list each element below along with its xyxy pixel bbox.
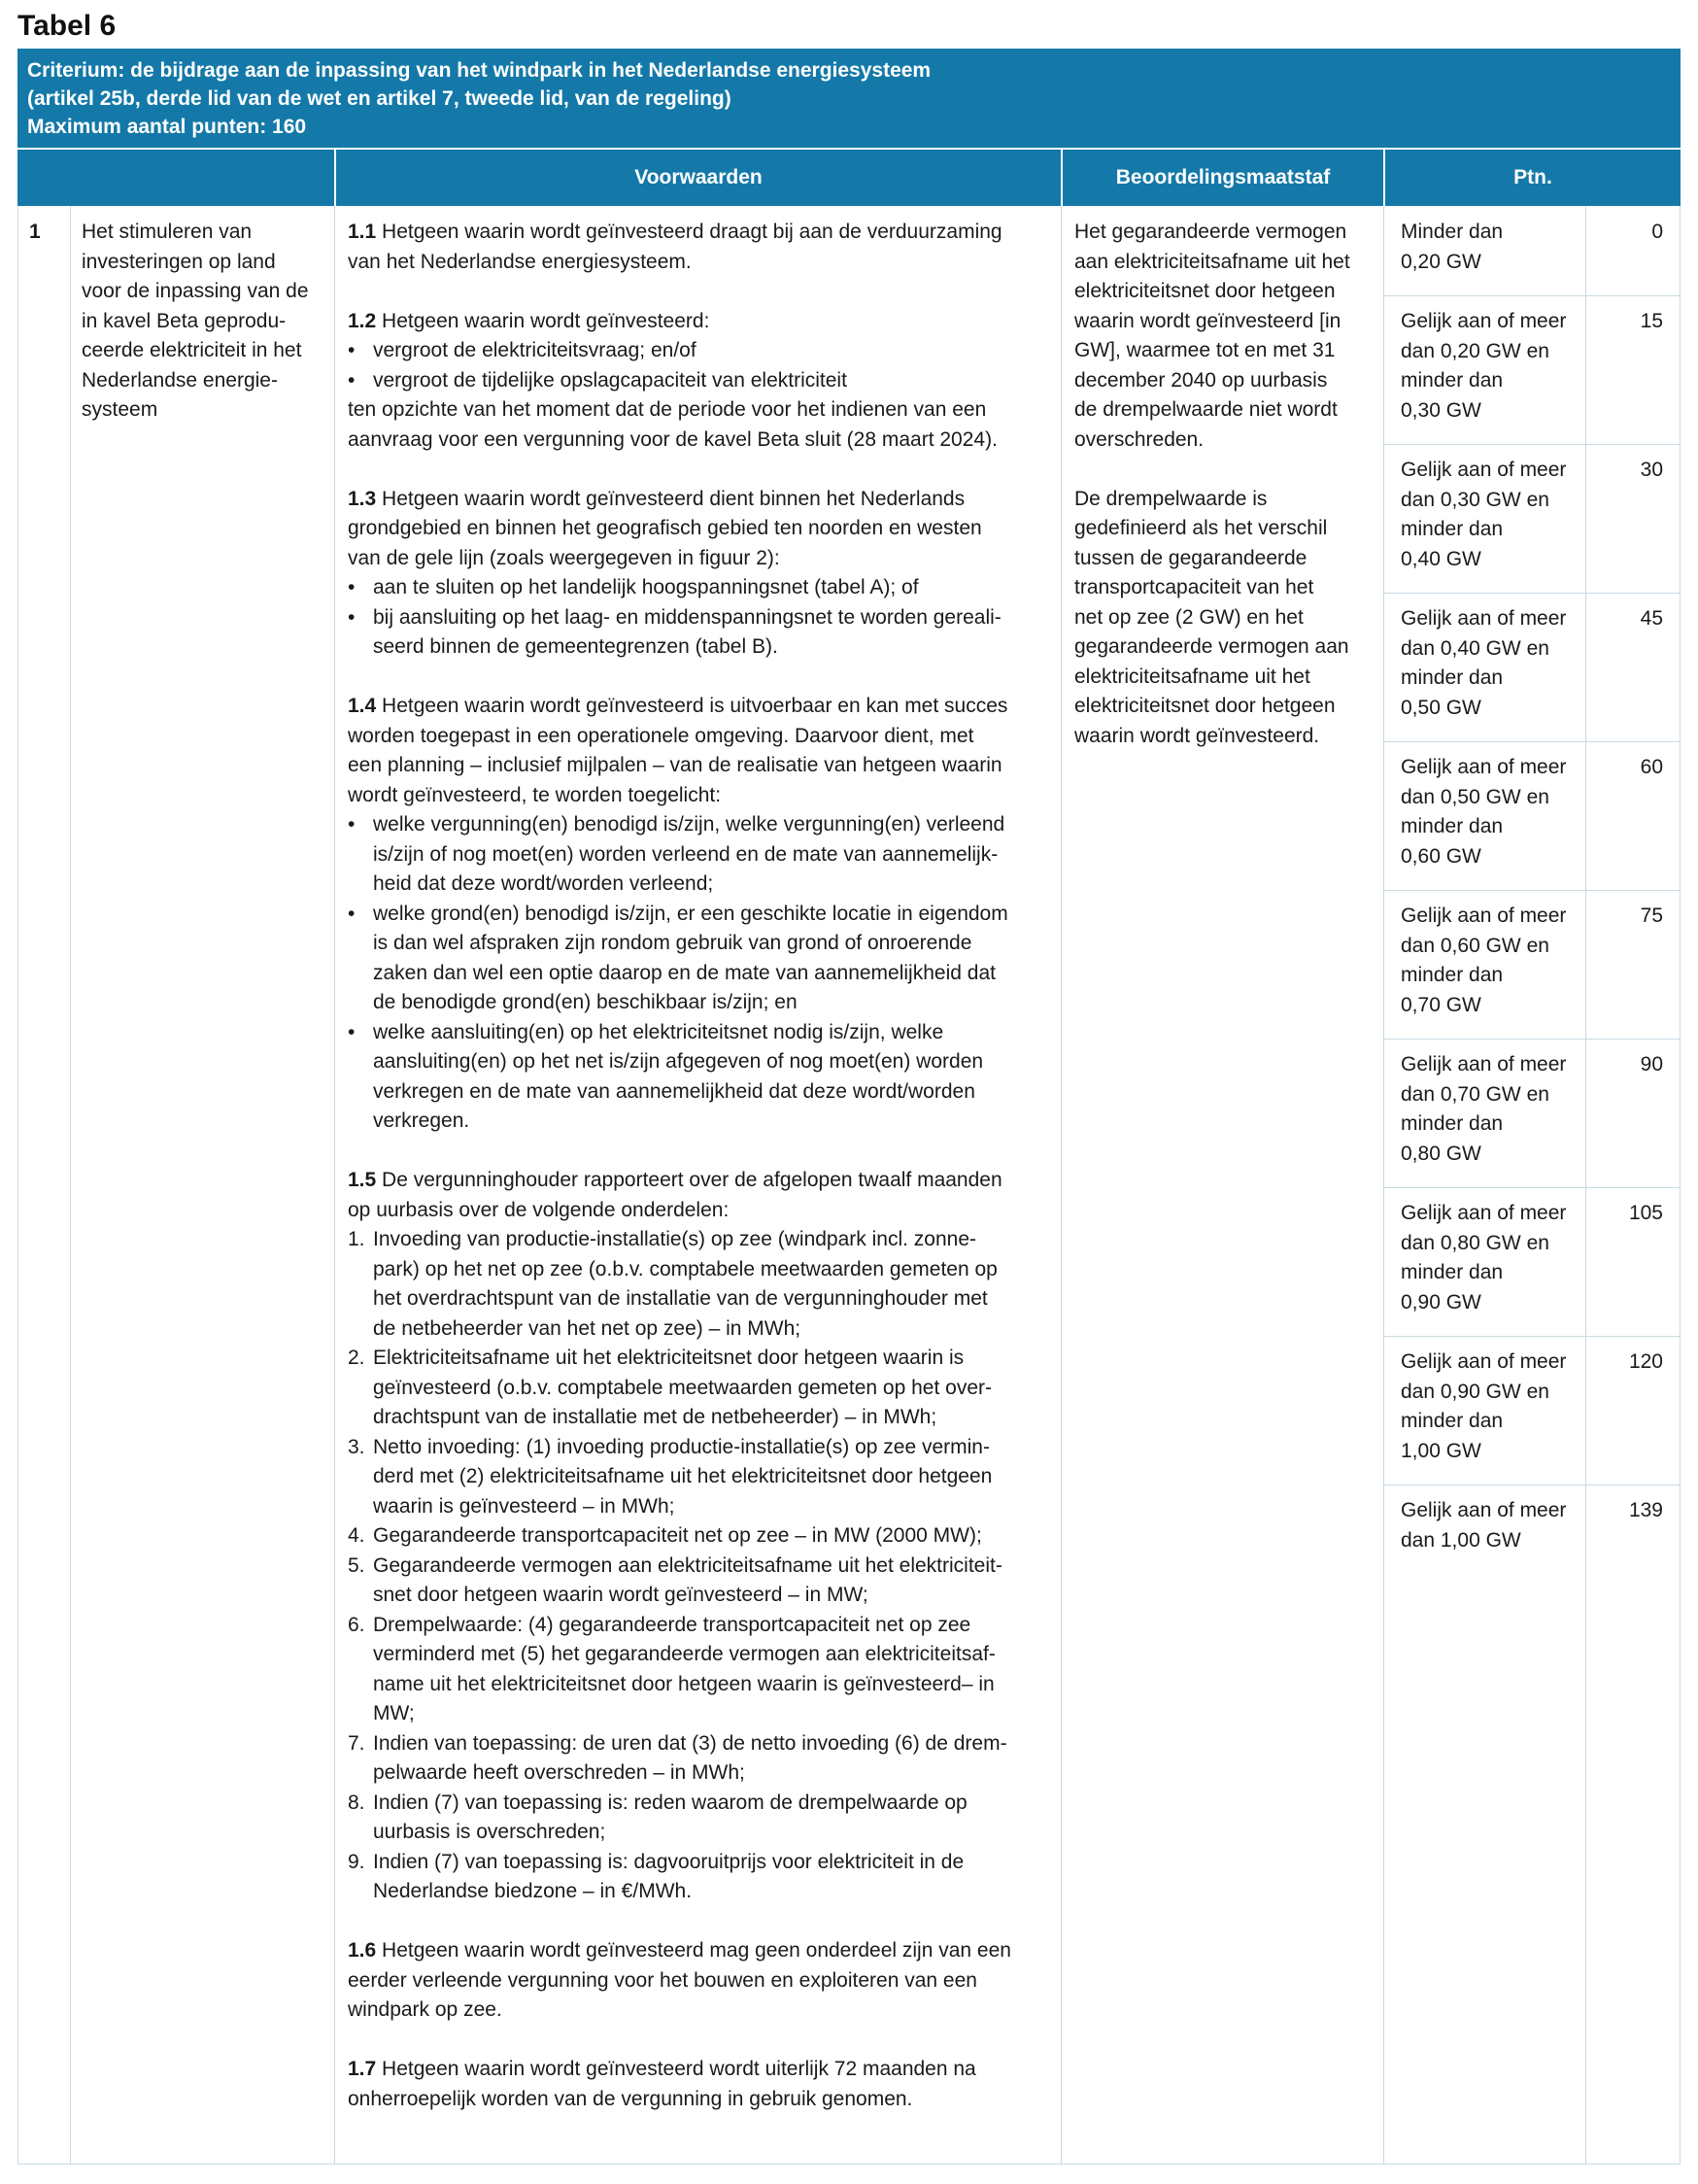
criterion-description — [82, 218, 309, 426]
criterium-line: (artikel 25b, derde lid van de wet en artikel 7, tweede lid, van de regeling) — [27, 87, 731, 110]
list-item-line: uurbasis is overschreden; — [373, 1821, 606, 1843]
list-item-line: waarin is geïnvesteerd – in MWh; — [373, 1494, 675, 1518]
list-item-line: Drempelwaarde: (4) gegarandeerde transportcapaciteit net op zee — [373, 1613, 971, 1636]
table-header — [17, 150, 1681, 206]
points-row-divider — [1383, 1336, 1681, 1337]
voorwaarde-list-item — [348, 1433, 1011, 1522]
row-number: 1 — [29, 221, 41, 243]
points-range-line: minder dan — [1401, 666, 1504, 689]
beoordeling-line: Het gegarandeerde vermogen — [1074, 221, 1347, 243]
voorwaarde-line: ten opzichte van het moment dat de periode voor het indienen van een — [348, 398, 987, 421]
beoordeling-line: transportcapaciteit van het — [1074, 576, 1314, 598]
description-line: investeringen op land — [82, 250, 276, 273]
list-item-line: welke grond(en) benodigd is/zijn, er een geschikte locatie in eigendom — [373, 902, 1008, 925]
column-line — [17, 206, 18, 2165]
voorwaarde-number: 1.5 — [348, 1169, 377, 1191]
voorwaarde-text: Hetgeen waarin wordt geïnvesteerd wordt uiterlijk 72 maanden na — [382, 2058, 976, 2080]
points-row-divider — [1383, 295, 1681, 296]
list-marker: 4. — [348, 1524, 365, 1547]
voorwaarde-list-item — [348, 1225, 1011, 1344]
points-value: 60 — [1640, 756, 1663, 778]
points-range-label — [1401, 604, 1566, 723]
list-item-line: zaken dan wel een optie daarop en de mate van aannemelijkheid dat — [373, 961, 996, 984]
beoordeling-line: elektriciteitsnet door hetgeen — [1074, 280, 1336, 302]
points-range-line: dan 0,90 GW en — [1401, 1380, 1549, 1403]
list-item-line: Gegarandeerde vermogen aan elektriciteitsafname uit het elektriciteit- — [373, 1553, 1002, 1577]
points-range-label — [1401, 218, 1503, 277]
voorwaarde-text: een planning – inclusief mijlpalen – van de realisatie van hetgeen waarin — [348, 754, 1002, 776]
description-line: Het stimuleren van — [82, 221, 253, 243]
voorwaarde-block — [348, 2055, 1011, 2114]
voorwaarde-list-item — [348, 336, 1011, 366]
list-item-line: seerd binnen de gemeentegrenzen (tabel B). — [373, 635, 778, 658]
criterium-line: Criterium: de bijdrage aan de inpassing van het windpark in het Nederlandse energiesysteem — [27, 59, 932, 82]
beoordeling-line: gedefinieerd als het verschil — [1074, 517, 1328, 539]
beoordelingsmaatstaf-cell — [1074, 218, 1350, 751]
points-range-line: Gelijk aan of meer — [1401, 459, 1567, 481]
list-item-line: Nederlandse biedzone – in €/MWh. — [373, 1880, 693, 1902]
list-item-line: Elektriciteitsafname uit het elektriciteitsnet door hetgeen waarin is — [373, 1347, 965, 1369]
voorwaarde-list-item — [348, 573, 1011, 603]
list-marker: 3. — [348, 1435, 365, 1458]
list-marker: 7. — [348, 1731, 365, 1755]
voorwaarde-line — [348, 218, 1011, 248]
voorwaarde-number: 1.7 — [348, 2058, 377, 2080]
voorwaarde-line — [348, 485, 1011, 515]
list-marker: 9. — [348, 1850, 365, 1873]
points-row-divider — [1383, 741, 1681, 742]
voorwaarde-list-item — [348, 810, 1011, 900]
description-line: voor de inpassing van de — [82, 280, 309, 302]
points-range-line: 0,20 GW — [1401, 250, 1481, 273]
list-item-line: de netbeheerder van het net op zee) – in MWh; — [373, 1316, 801, 1340]
list-marker: • — [348, 813, 356, 836]
list-item-line: park) op het net op zee (o.b.v. comptabele meetwaarden gemeten op — [373, 1257, 998, 1280]
beoordeling-line: waarin wordt geïnvesteerd. — [1074, 724, 1320, 747]
points-range-line: minder dan — [1401, 1261, 1504, 1283]
list-marker: 5. — [348, 1553, 365, 1577]
list-marker: • — [348, 368, 356, 392]
beoordeling-line: aan elektriciteitsafname uit het — [1074, 250, 1350, 273]
criterium-line: Maximum aantal punten: 160 — [27, 116, 307, 138]
points-range-line: minder dan — [1401, 1410, 1504, 1432]
list-item-line: geïnvesteerd (o.b.v. comptabele meetwaarden gemeten op het over- — [373, 1376, 992, 1399]
points-value: 90 — [1640, 1053, 1663, 1075]
voorwaarde-text: worden toegepast in een operationele omgeving. Daarvoor dient, met — [348, 724, 974, 747]
points-row-divider — [1383, 1187, 1681, 1188]
voorwaarde-block — [348, 1166, 1011, 1907]
header-empty — [17, 150, 334, 206]
voorwaarde-number: 1.4 — [348, 695, 377, 717]
points-range-label — [1401, 307, 1566, 426]
points-range-label — [1401, 1050, 1566, 1169]
points-range-line: dan 0,30 GW en — [1401, 488, 1549, 511]
list-marker: • — [348, 605, 356, 629]
list-item-line: Indien van toepassing: de uren dat (3) de netto invoeding (6) de drem- — [373, 1731, 1007, 1755]
list-item-line: pelwaarde heeft overschreden – in MWh; — [373, 1761, 745, 1784]
points-range-label — [1401, 753, 1566, 871]
points-range-line: minder dan — [1401, 964, 1504, 986]
voorwaarde-text: van het Nederlandse energiesysteem. — [348, 250, 692, 273]
beoordeling-paragraph — [1074, 485, 1350, 752]
voorwaarde-text: van de gele lijn (zoals weergegeven in figuur 2): — [348, 546, 780, 569]
voorwaarde-block — [348, 307, 1011, 456]
voorwaarde-list-item — [348, 1848, 1011, 1907]
voorwaarde-number: 1.6 — [348, 1939, 377, 1962]
voorwaarde-list-item — [348, 900, 1011, 1018]
list-item-line: welke aansluiting(en) op het elektriciteitsnet nodig is/zijn, welke — [373, 1020, 944, 1043]
voorwaarde-text: Hetgeen waarin wordt geïnvesteerd: — [382, 309, 710, 332]
voorwaarde-text: grondgebied en binnen het geografisch gebied ten noorden en westen — [348, 517, 982, 539]
voorwaarde-text: op uurbasis over de volgende onderdelen: — [348, 1198, 730, 1221]
points-value: 45 — [1640, 607, 1663, 630]
list-item-line: derd met (2) elektriciteitsafname uit het elektriciteitsnet door hetgeen — [373, 1465, 993, 1487]
points-row-divider — [1383, 1484, 1681, 1485]
points-range-line: 0,90 GW — [1401, 1290, 1481, 1314]
voorwaarde-text: eerder verleende vergunning voor het bouwen en exploiteren van een — [348, 1968, 977, 1992]
points-range-line: Gelijk aan of meer — [1401, 1350, 1567, 1373]
voorwaarde-line — [348, 781, 1011, 811]
criterium-banner — [17, 49, 1681, 148]
points-range-label — [1401, 456, 1566, 574]
points-range-line: Gelijk aan of meer — [1401, 310, 1567, 332]
voorwaarde-list-item — [348, 366, 1011, 396]
voorwaarde-block — [348, 692, 1011, 1137]
beoordeling-line: elektriciteitsafname uit het — [1074, 665, 1310, 688]
points-range-line: minder dan — [1401, 369, 1504, 392]
points-value: 30 — [1640, 459, 1663, 481]
description-line: Nederlandse energie- — [82, 368, 278, 392]
voorwaarde-line — [348, 1996, 1011, 2026]
points-row-divider — [1383, 890, 1681, 891]
voorwaarde-line — [348, 248, 1011, 278]
voorwaarde-line — [348, 1166, 1011, 1196]
points-range-label — [1401, 1496, 1566, 1555]
list-item-line: het overdrachtspunt van de installatie van de vergunninghouder met — [373, 1287, 988, 1310]
list-item-line: welke vergunning(en) benodigd is/zijn, welke vergunning(en) verleend — [373, 813, 1005, 836]
voorwaarde-list-item — [348, 1521, 1011, 1552]
description-line: ceerde elektriciteit in het — [82, 339, 302, 361]
list-item-line: Gegarandeerde transportcapaciteit net op zee – in MW (2000 MW); — [373, 1524, 982, 1547]
voorwaarde-list-item — [348, 1789, 1011, 1848]
voorwaarde-text: Hetgeen waarin wordt geïnvesteerd dient binnen het Nederlands — [382, 487, 966, 510]
beoordeling-line: waarin wordt geïnvesteerd [in — [1074, 309, 1341, 332]
beoordeling-line: De drempelwaarde is — [1074, 487, 1268, 510]
list-item-line: aansluiting(en) op het net is/zijn afgegeven of nog moet(en) worden — [373, 1050, 984, 1073]
description-line: in kavel Beta geprodu- — [82, 309, 287, 332]
list-item-line: heid dat deze wordt/worden verleend; — [373, 872, 714, 895]
beoordeling-paragraph — [1074, 218, 1350, 455]
voorwaarde-text: onherroepelijk worden van de vergunning in gebruik genomen. — [348, 2087, 913, 2110]
voorwaarde-block — [348, 218, 1011, 277]
points-range-label — [1401, 1348, 1566, 1466]
points-range-line: Gelijk aan of meer — [1401, 756, 1567, 778]
list-item-line: vergroot de tijdelijke opslagcapaciteit van elektriciteit — [373, 368, 847, 392]
voorwaarde-line — [348, 2055, 1011, 2085]
list-item-line: name uit het elektriciteitsnet door hetgeen waarin is geïnvesteerd– in — [373, 1672, 995, 1695]
list-marker: 8. — [348, 1791, 365, 1814]
beoordeling-line: GW], waarmee tot en met 31 — [1074, 339, 1336, 361]
list-item-line: de benodigde grond(en) beschikbaar is/zijn; en — [373, 991, 798, 1013]
points-range-line: Gelijk aan of meer — [1401, 1202, 1567, 1224]
points-range-line: Gelijk aan of meer — [1401, 904, 1567, 927]
header-beoordelingsmaatstaf: Beoordelingsmaatstaf — [1115, 166, 1331, 188]
list-marker: 6. — [348, 1613, 365, 1636]
list-item-line: MW; — [373, 1702, 415, 1724]
list-item-line: drachtspunt van de installatie met de netbeheerder) – in MWh; — [373, 1406, 937, 1428]
points-range-line: minder dan — [1401, 815, 1504, 837]
beoordeling-line: gegarandeerde vermogen aan — [1074, 635, 1349, 658]
voorwaarde-text: Hetgeen waarin wordt geïnvesteerd is uitvoerbaar en kan met succes — [382, 695, 1008, 717]
points-range-line: 0,60 GW — [1401, 844, 1481, 868]
list-marker: • — [348, 1020, 356, 1043]
points-range-line: minder dan — [1401, 518, 1504, 540]
voorwaarde-line — [348, 722, 1011, 752]
voorwaarde-line: aanvraag voor een vergunning voor de kavel Beta sluit (28 maart 2024). — [348, 427, 998, 451]
voorwaarde-line — [348, 1966, 1011, 1996]
voorwaarde-line — [348, 1196, 1011, 1226]
list-item-line: Indien (7) van toepassing is: dagvooruitprijs voor elektriciteit in de — [373, 1850, 965, 1873]
voorwaarde-list-item — [348, 1018, 1011, 1137]
voorwaarde-line — [348, 2085, 1011, 2115]
beoordeling-line: overschreden. — [1074, 427, 1205, 451]
points-range-line: dan 0,20 GW en — [1401, 339, 1549, 362]
voorwaarde-line — [348, 751, 1011, 781]
voorwaarde-line — [348, 692, 1011, 722]
description-line: systeem — [82, 398, 158, 421]
points-range-line: 0,30 GW — [1401, 398, 1481, 422]
points-range-line: 0,50 GW — [1401, 696, 1481, 719]
list-item-line: Invoeding van productie-installatie(s) op zee (windpark incl. zonne- — [373, 1228, 976, 1250]
voorwaarde-list-item — [348, 603, 1011, 663]
voorwaarde-number: 1.3 — [348, 487, 377, 510]
points-range-label — [1401, 1199, 1566, 1317]
voorwaarden-cell — [348, 218, 1011, 2114]
list-marker: 1. — [348, 1228, 365, 1250]
list-item-line: Indien (7) van toepassing is: reden waarom de drempelwaarde op — [373, 1791, 968, 1814]
points-range-line: dan 0,60 GW en — [1401, 934, 1549, 957]
column-line — [334, 206, 335, 2165]
beoordeling-line: elektriciteitsnet door hetgeen — [1074, 695, 1336, 717]
voorwaarde-block — [348, 1936, 1011, 2026]
points-value: 15 — [1640, 310, 1663, 332]
voorwaarde-line — [348, 307, 1011, 337]
list-marker: • — [348, 576, 356, 598]
list-item-line: Netto invoeding: (1) invoeding productie-installatie(s) op zee vermin- — [373, 1435, 990, 1458]
points-range-line: minder dan — [1401, 1112, 1504, 1135]
list-item-line: verkregen en de mate van aannemelijkheid dat deze wordt/worden — [373, 1079, 975, 1103]
voorwaarde-number: 1.2 — [348, 309, 377, 332]
points-row-divider — [1383, 1039, 1681, 1040]
column-line — [1585, 206, 1586, 2165]
column-line — [1061, 206, 1062, 2165]
voorwaarde-text: windpark op zee. — [348, 1998, 502, 2021]
list-item-line: bij aansluiting op het laag- en middenspanningsnet te worden gereali- — [373, 605, 1002, 629]
points-row-divider — [1383, 444, 1681, 445]
voorwaarde-text: Hetgeen waarin wordt geïnvesteerd draagt bij aan de verduurzaming — [382, 221, 1002, 243]
points-range-line: Gelijk aan of meer — [1401, 607, 1567, 630]
points-range-line: dan 0,40 GW en — [1401, 636, 1549, 660]
list-item-line: verminderd met (5) het gegarandeerde vermogen aan elektriciteitsaf- — [373, 1643, 996, 1665]
points-value: 105 — [1628, 1202, 1663, 1224]
voorwaarde-line — [348, 1936, 1011, 1966]
voorwaarde-text: wordt geïnvesteerd, te worden toegelicht: — [348, 783, 722, 806]
points-range-line: 0,70 GW — [1401, 993, 1481, 1016]
points-range-line: 1,00 GW — [1401, 1439, 1481, 1462]
voorwaarde-line — [348, 514, 1011, 544]
beoordeling-line: net op zee (2 GW) en het — [1074, 605, 1304, 629]
points-range-line: dan 1,00 GW — [1401, 1528, 1521, 1552]
column-line — [1680, 206, 1681, 2165]
points-value: 0 — [1651, 221, 1663, 243]
beoordeling-line: december 2040 op uurbasis — [1074, 368, 1328, 392]
column-line — [1383, 206, 1384, 2165]
voorwaarde-text: De vergunninghouder rapporteert over de afgelopen twaalf maanden — [382, 1169, 1002, 1191]
criteria-table — [17, 206, 1681, 2165]
voorwaarde-list-item — [348, 1552, 1011, 1611]
list-item-line: aan te sluiten op het landelijk hoogspanningsnet (tabel A); of — [373, 576, 919, 598]
points-value: 75 — [1640, 904, 1663, 927]
voorwaarde-block — [348, 485, 1011, 663]
points-row-divider — [1383, 593, 1681, 594]
voorwaarde-list-item — [348, 1611, 1011, 1729]
points-range-line: 0,40 GW — [1401, 547, 1481, 570]
voorwaarde-text: Hetgeen waarin wordt geïnvesteerd mag geen onderdeel zijn van een — [382, 1939, 1011, 1962]
list-item-line: snet door hetgeen waarin wordt geïnvesteerd – in MW; — [373, 1584, 868, 1606]
list-marker: 2. — [348, 1347, 365, 1369]
voorwaarde-number: 1.1 — [348, 221, 377, 243]
points-range-line: Gelijk aan of meer — [1401, 1499, 1567, 1521]
header-ptn: Ptn. — [1513, 166, 1552, 188]
table-bottom-line — [17, 2164, 1681, 2165]
points-range-line: dan 0,80 GW en — [1401, 1231, 1549, 1254]
beoordeling-line: de drempelwaarde niet wordt — [1074, 398, 1338, 421]
beoordeling-line: tussen de gegarandeerde — [1074, 546, 1307, 569]
voorwaarde-line — [348, 544, 1011, 574]
points-range-line: Gelijk aan of meer — [1401, 1053, 1567, 1075]
voorwaarde-list-item — [348, 1729, 1011, 1789]
header-voorwaarden: Voorwaarden — [634, 166, 763, 188]
voorwaarde-list-item — [348, 1344, 1011, 1433]
list-item-line: is/zijn of nog moet(en) worden verleend en de mate van aannemelijk- — [373, 842, 999, 866]
points-value: 139 — [1628, 1499, 1663, 1521]
list-item-line: vergroot de elektriciteitsvraag; en/of — [373, 339, 696, 361]
list-item-line: verkregen. — [373, 1109, 470, 1132]
points-range-line: dan 0,50 GW en — [1401, 785, 1549, 808]
points-range-line: Minder dan — [1401, 221, 1504, 243]
points-value: 120 — [1628, 1350, 1663, 1373]
list-item-line: is dan wel afspraken zijn rondom gebruik van grond of onroerende — [373, 932, 972, 954]
points-range-line: dan 0,70 GW en — [1401, 1082, 1549, 1106]
list-marker: • — [348, 339, 356, 361]
table-title: Tabel 6 — [17, 10, 117, 42]
list-marker: • — [348, 902, 356, 925]
points-range-label — [1401, 902, 1566, 1020]
column-line — [70, 206, 71, 2165]
points-range-line: 0,80 GW — [1401, 1142, 1481, 1165]
